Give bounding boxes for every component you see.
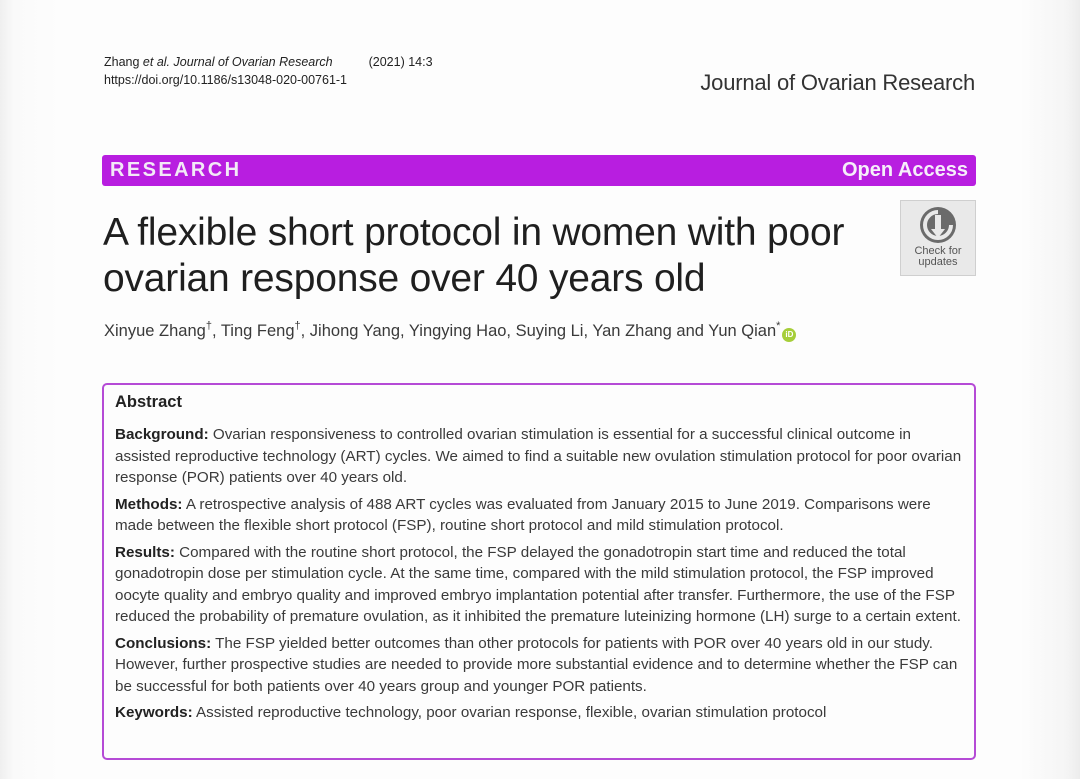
citation-block	[104, 53, 433, 89]
abstract-keywords	[115, 702, 963, 724]
check-for-updates-icon	[918, 205, 958, 245]
section-text: The FSP yielded better outcomes than other protocols for patients with POR over 40 years old in our study. However, further prospective studies are needed to provide more substantial evidence and to determine whether the FSP can be successful for both patients over 40 years group and younger POR patients.	[115, 634, 958, 695]
author-name[interactable]: Xinyue Zhang	[104, 322, 206, 340]
check-for-updates-button[interactable]	[900, 200, 976, 276]
abstract-box	[102, 383, 976, 760]
section-label: Results:	[115, 543, 175, 561]
section-text: A retrospective analysis of 488 ART cycles was evaluated from January 2015 to June 2019. Comparisons were made between the flexible short protocol (FSP), routine short protocol and mild stimulation protocol.	[115, 495, 931, 534]
section-text: Ovarian responsiveness to controlled ovarian stimulation is essential for a successful clinical outcome in assisted reproductive technology (ART) cycles. We aimed to find a suitable new ovulation stimulation protocol for poor ovarian response (POR) patients over 40 years old.	[115, 426, 962, 486]
abstract-background	[115, 424, 963, 489]
section-label: Conclusions:	[115, 634, 212, 652]
section-label: Keywords:	[115, 704, 193, 721]
abstract-heading: Abstract	[115, 393, 182, 411]
section-text: Compared with the routine short protocol, the FSP delayed the gonadotropin start time and reduced the total gonadotropin dose per stimulation cycle. At the same time, compared with the mild stimulation protocol, the FSP improved oocyte quality and embryo quality and improved embryo implantation potential after transfer. Furthermore, the use of the FSP reduced the probability of premature ovulation, as it inhibited the premature luteinizing hormone (LH) surge to a certain extent.	[115, 543, 961, 625]
section-label: Methods:	[115, 495, 183, 513]
author-names-rest[interactable]: , Jihong Yang, Yingying Hao, Suying Li, Yan Zhang and Yun Qian	[300, 322, 777, 340]
author-list: Xinyue Zhang†, Ting Feng†, Jihong Yang, Yingying Hao, Suying Li, Yan Zhang and Yun Qian*iD	[104, 320, 796, 342]
orcid-icon[interactable]: iD	[782, 328, 796, 342]
article-title: A flexible short protocol in women with poor ovarian response over 40 years old	[103, 211, 845, 300]
abstract-methods	[115, 494, 963, 537]
article-type-banner	[102, 155, 976, 186]
citation-journal: et al. Journal of Ovarian Research	[142, 55, 333, 69]
open-access-label: Open Access	[842, 159, 968, 181]
citation-line	[104, 53, 433, 71]
abstract-results	[115, 542, 963, 628]
corresponding-author-mark: *	[776, 320, 781, 332]
article-type-label: RESEARCH	[110, 159, 242, 181]
citation-year: (2021) 14:3	[368, 55, 433, 69]
equal-contribution-mark: †	[205, 320, 212, 332]
keywords-text: Assisted reproductive technology, poor ovarian response, flexible, ovarian stimulation protocol	[192, 704, 827, 721]
section-label: Background:	[115, 426, 209, 443]
abstract-conclusions	[115, 633, 963, 698]
author-name[interactable]: Ting Feng	[220, 322, 295, 340]
journal-name: Journal of Ovarian Research	[700, 70, 975, 95]
citation-authors: Zhang	[104, 55, 143, 69]
doi-link[interactable]: https://doi.org/10.1186/s13048-020-00761-1	[104, 73, 348, 87]
check-for-updates-label: Check for updates	[914, 245, 962, 268]
equal-contribution-mark: †	[294, 320, 301, 332]
